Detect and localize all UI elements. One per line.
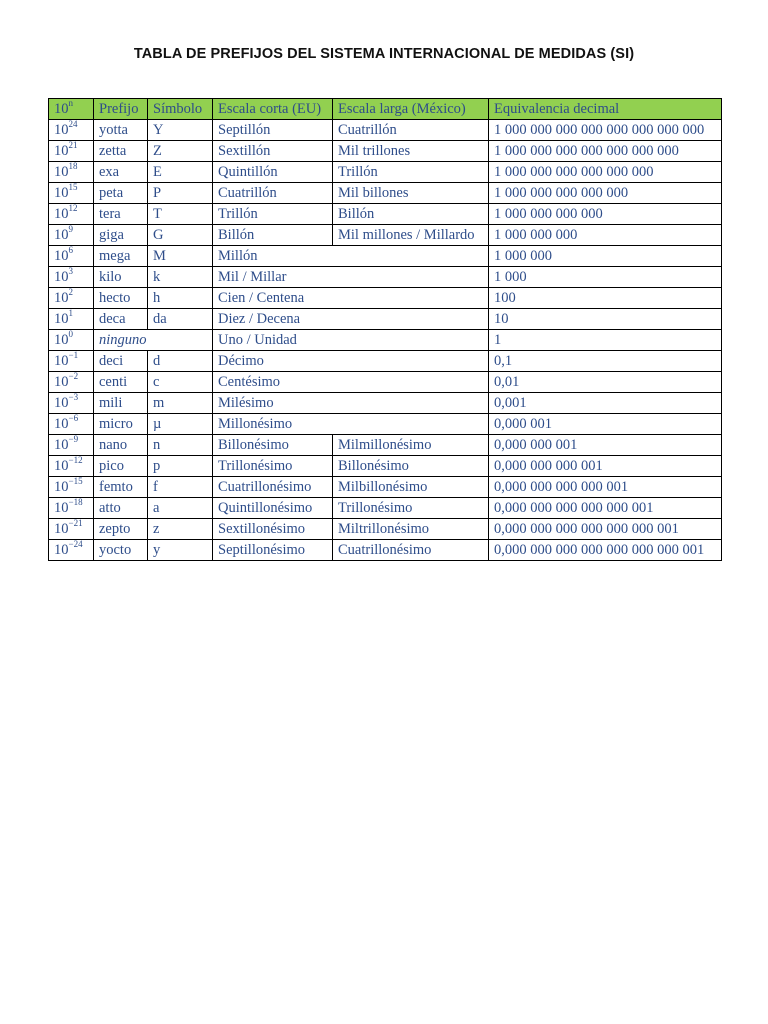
long-scale-cell: Miltrillonésimo: [333, 519, 489, 540]
prefix-cell: mega: [94, 246, 148, 267]
power-cell: [49, 351, 94, 372]
symbol-cell: M: [148, 246, 213, 267]
table-row: [49, 309, 722, 330]
prefix-cell: deca: [94, 309, 148, 330]
decimal-cell: 0,000 000 000 001: [489, 456, 722, 477]
power-cell: [49, 162, 94, 183]
short-scale-cell: Cuatrillonésimo: [213, 477, 333, 498]
short-scale-cell: Quintillón: [213, 162, 333, 183]
symbol-cell: P: [148, 183, 213, 204]
power-base: 10: [54, 458, 69, 474]
power-base: 10: [54, 437, 69, 453]
power-exponent: 1: [68, 308, 73, 319]
table-row: [49, 519, 722, 540]
decimal-cell: 1 000 000: [489, 246, 722, 267]
power-cell: [49, 393, 94, 414]
long-scale-cell: Billón: [333, 204, 489, 225]
power-exponent: −9: [68, 434, 79, 445]
power-cell: [49, 372, 94, 393]
prefix-cell: micro: [94, 414, 148, 435]
prefix-cell: giga: [94, 225, 148, 246]
prefix-cell: atto: [94, 498, 148, 519]
prefix-cell: yocto: [94, 540, 148, 561]
header-long-scale: Escala larga (México): [333, 99, 489, 120]
page-title: TABLA DE PREFIJOS DEL SISTEMA INTERNACIONAL DE MEDIDAS (SI): [133, 46, 635, 62]
short-scale-cell: Sextillonésimo: [213, 519, 333, 540]
table-row: [49, 330, 722, 351]
prefix-cell: zepto: [94, 519, 148, 540]
decimal-cell: 1 000 000 000: [489, 225, 722, 246]
power-cell: [49, 141, 94, 162]
power-cell: [49, 414, 94, 435]
short-scale-cell: Trillón: [213, 204, 333, 225]
symbol-cell: z: [148, 519, 213, 540]
prefix-cell: kilo: [94, 267, 148, 288]
symbol-cell: E: [148, 162, 213, 183]
prefix-cell: deci: [94, 351, 148, 372]
long-scale-cell: Trillón: [333, 162, 489, 183]
power-base: 10: [54, 269, 69, 285]
symbol-cell: a: [148, 498, 213, 519]
power-exponent: 21: [68, 140, 78, 151]
power-cell: [49, 288, 94, 309]
prefix-cell: peta: [94, 183, 148, 204]
power-base: 10: [54, 206, 69, 222]
power-cell: [49, 204, 94, 225]
power-base: 10: [54, 395, 69, 411]
table-row: [49, 414, 722, 435]
prefix-cell: centi: [94, 372, 148, 393]
decimal-cell: 0,000 000 000 000 000 000 001: [489, 519, 722, 540]
header-power-exp: n: [68, 98, 73, 109]
decimal-cell: 0,000 001: [489, 414, 722, 435]
power-exponent: −21: [68, 518, 83, 529]
long-scale-cell: Mil trillones: [333, 141, 489, 162]
symbol-cell: f: [148, 477, 213, 498]
power-cell: [49, 456, 94, 477]
table-row: [49, 246, 722, 267]
prefix-cell: exa: [94, 162, 148, 183]
table-row: [49, 162, 722, 183]
short-scale-cell: Millón: [213, 246, 489, 267]
power-cell: [49, 309, 94, 330]
prefix-cell: nano: [94, 435, 148, 456]
table-row: [49, 351, 722, 372]
table-row: [49, 477, 722, 498]
symbol-cell: µ: [148, 414, 213, 435]
power-cell: [49, 519, 94, 540]
short-scale-cell: Cuatrillón: [213, 183, 333, 204]
decimal-cell: 1 000 000 000 000 000 000 000 000: [489, 120, 722, 141]
short-scale-cell: Billón: [213, 225, 333, 246]
decimal-cell: 1: [489, 330, 722, 351]
prefix-cell: ninguno: [94, 330, 213, 351]
prefix-cell: zetta: [94, 141, 148, 162]
symbol-cell: p: [148, 456, 213, 477]
power-base: 10: [54, 248, 69, 264]
decimal-cell: 0,001: [489, 393, 722, 414]
si-prefix-table: [48, 98, 722, 561]
decimal-cell: 1 000 000 000 000 000 000: [489, 162, 722, 183]
short-scale-cell: Mil / Millar: [213, 267, 489, 288]
decimal-cell: 10: [489, 309, 722, 330]
power-exponent: 3: [68, 266, 73, 277]
short-scale-cell: Septillonésimo: [213, 540, 333, 561]
decimal-cell: 0,000 000 000 000 001: [489, 477, 722, 498]
symbol-cell: n: [148, 435, 213, 456]
power-cell: [49, 477, 94, 498]
power-cell: [49, 267, 94, 288]
power-base: 10: [54, 500, 69, 516]
short-scale-cell: Millonésimo: [213, 414, 489, 435]
table-row: [49, 393, 722, 414]
power-exponent: −6: [68, 413, 79, 424]
prefix-cell: hecto: [94, 288, 148, 309]
short-scale-cell: Milésimo: [213, 393, 489, 414]
symbol-cell: c: [148, 372, 213, 393]
power-cell: [49, 225, 94, 246]
power-base: 10: [54, 311, 69, 327]
power-cell: [49, 183, 94, 204]
long-scale-cell: Billonésimo: [333, 456, 489, 477]
decimal-cell: 1 000: [489, 267, 722, 288]
long-scale-cell: Milbillonésimo: [333, 477, 489, 498]
decimal-cell: 0,01: [489, 372, 722, 393]
decimal-cell: 0,000 000 000 000 000 000 000 001: [489, 540, 722, 561]
prefix-cell: tera: [94, 204, 148, 225]
decimal-cell: 1 000 000 000 000 000: [489, 183, 722, 204]
power-exponent: −18: [68, 497, 83, 508]
header-prefix: Prefijo: [94, 99, 148, 120]
power-exponent: 6: [68, 245, 73, 256]
symbol-cell: h: [148, 288, 213, 309]
decimal-cell: 1 000 000 000 000 000 000 000: [489, 141, 722, 162]
long-scale-cell: Cuatrillonésimo: [333, 540, 489, 561]
power-base: 10: [54, 521, 69, 537]
power-exponent: 18: [68, 161, 78, 172]
table-row: [49, 225, 722, 246]
symbol-cell: G: [148, 225, 213, 246]
power-exponent: 12: [68, 203, 78, 214]
prefix-cell: yotta: [94, 120, 148, 141]
decimal-cell: 0,1: [489, 351, 722, 372]
table-row: [49, 141, 722, 162]
short-scale-cell: Cien / Centena: [213, 288, 489, 309]
header-decimal: Equivalencia decimal: [489, 99, 722, 120]
symbol-cell: T: [148, 204, 213, 225]
power-base: 10: [54, 143, 69, 159]
decimal-cell: 100: [489, 288, 722, 309]
short-scale-cell: Quintillonésimo: [213, 498, 333, 519]
short-scale-cell: Trillonésimo: [213, 456, 333, 477]
header-power: [49, 99, 94, 120]
header-short-scale: Escala corta (EU): [213, 99, 333, 120]
table-row: [49, 183, 722, 204]
power-exponent: −1: [68, 350, 79, 361]
short-scale-cell: Billonésimo: [213, 435, 333, 456]
table-row: [49, 267, 722, 288]
power-cell: [49, 498, 94, 519]
decimal-cell: 1 000 000 000 000: [489, 204, 722, 225]
power-exponent: 2: [68, 287, 73, 298]
header-symbol: Símbolo: [148, 99, 213, 120]
short-scale-cell: Décimo: [213, 351, 489, 372]
long-scale-cell: Trillonésimo: [333, 498, 489, 519]
table-row: [49, 204, 722, 225]
power-base: 10: [54, 479, 69, 495]
power-exponent: −2: [68, 371, 79, 382]
decimal-cell: 0,000 000 000 000 000 001: [489, 498, 722, 519]
power-cell: [49, 540, 94, 561]
power-cell: [49, 330, 94, 351]
short-scale-cell: Uno / Unidad: [213, 330, 489, 351]
power-base: 10: [54, 332, 69, 348]
power-base: 10: [54, 542, 69, 558]
symbol-cell: Y: [148, 120, 213, 141]
power-base: 10: [54, 185, 69, 201]
power-exponent: −24: [68, 539, 83, 550]
header-power-base: 10: [54, 101, 69, 117]
long-scale-cell: Mil millones / Millardo: [333, 225, 489, 246]
power-exponent: 24: [68, 119, 78, 130]
table-row: [49, 372, 722, 393]
power-base: 10: [54, 416, 69, 432]
power-exponent: −12: [68, 455, 83, 466]
short-scale-cell: Centésimo: [213, 372, 489, 393]
power-cell: [49, 246, 94, 267]
power-exponent: 0: [68, 329, 73, 340]
short-scale-cell: Diez / Decena: [213, 309, 489, 330]
power-exponent: −15: [68, 476, 83, 487]
decimal-cell: 0,000 000 001: [489, 435, 722, 456]
power-exponent: −3: [68, 392, 79, 403]
power-exponent: 9: [68, 224, 73, 235]
table-header-row: [49, 99, 722, 120]
table-row: [49, 540, 722, 561]
table-body: [49, 120, 722, 561]
long-scale-cell: Cuatrillón: [333, 120, 489, 141]
power-base: 10: [54, 227, 69, 243]
table-row: [49, 120, 722, 141]
power-cell: [49, 120, 94, 141]
table-row: [49, 456, 722, 477]
symbol-cell: d: [148, 351, 213, 372]
power-exponent: 15: [68, 182, 78, 193]
symbol-cell: Z: [148, 141, 213, 162]
prefix-cell: femto: [94, 477, 148, 498]
symbol-cell: k: [148, 267, 213, 288]
power-base: 10: [54, 290, 69, 306]
symbol-cell: y: [148, 540, 213, 561]
power-base: 10: [54, 353, 69, 369]
long-scale-cell: Milmillonésimo: [333, 435, 489, 456]
long-scale-cell: Mil billones: [333, 183, 489, 204]
table-row: [49, 435, 722, 456]
power-cell: [49, 435, 94, 456]
table-row: [49, 498, 722, 519]
prefix-cell: pico: [94, 456, 148, 477]
symbol-cell: da: [148, 309, 213, 330]
power-base: 10: [54, 374, 69, 390]
power-base: 10: [54, 164, 69, 180]
short-scale-cell: Sextillón: [213, 141, 333, 162]
power-base: 10: [54, 122, 69, 138]
symbol-cell: m: [148, 393, 213, 414]
short-scale-cell: Septillón: [213, 120, 333, 141]
prefix-cell: mili: [94, 393, 148, 414]
table-row: [49, 288, 722, 309]
